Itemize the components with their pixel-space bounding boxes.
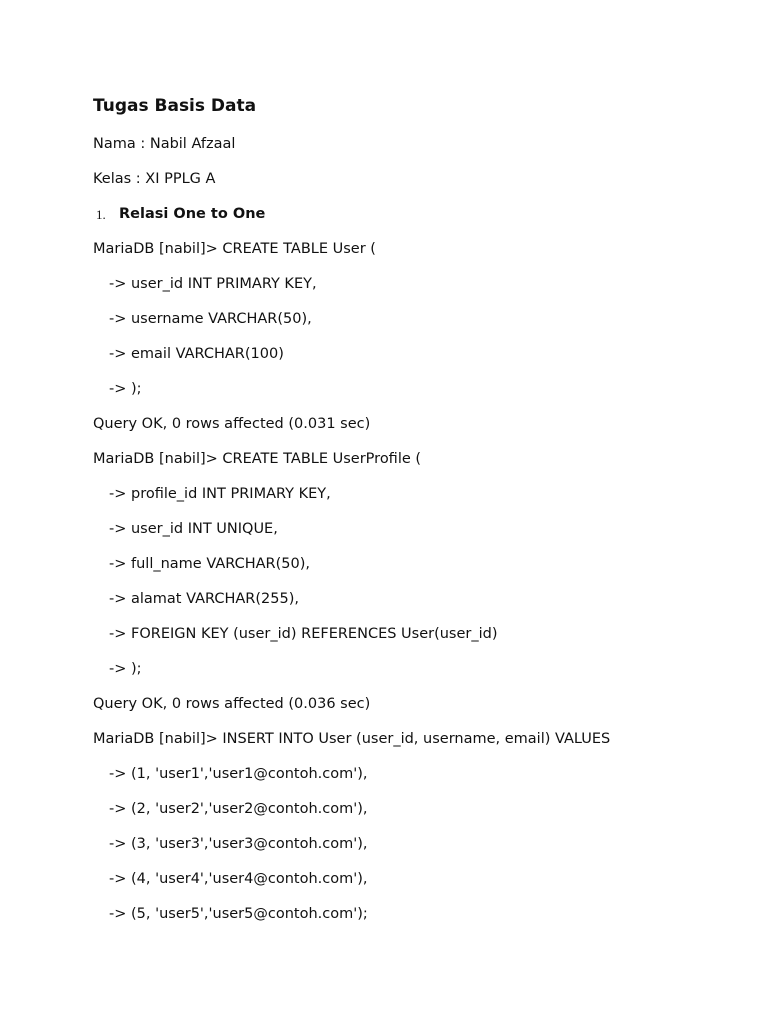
sql-line: -> full_name VARCHAR(50), [109, 556, 310, 572]
sql-line: -> (1, 'user1','user1@contoh.com'), [109, 766, 368, 782]
sql-line: -> FOREIGN KEY (user_id) REFERENCES User(user_id) [109, 626, 498, 642]
sql-line: MariaDB [nabil]> CREATE TABLE UserProfile ( [93, 451, 422, 467]
sql-line: -> (2, 'user2','user2@contoh.com'), [109, 801, 368, 817]
sql-line: -> ); [109, 661, 142, 677]
kelas-line: Kelas : XI PPLG A [93, 171, 216, 187]
document-title: Tugas Basis Data [93, 96, 257, 116]
sql-line: -> ); [109, 381, 142, 397]
sql-line: -> alamat VARCHAR(255), [109, 591, 299, 607]
sql-line: -> (5, 'user5','user5@contoh.com'); [109, 906, 368, 922]
sql-line: -> email VARCHAR(100) [109, 346, 284, 362]
sql-line: -> (3, 'user3','user3@contoh.com'), [109, 836, 368, 852]
sql-line: -> user_id INT UNIQUE, [109, 521, 278, 537]
sql-line: MariaDB [nabil]> INSERT INTO User (user_id, username, email) VALUES [93, 731, 611, 747]
sql-line: -> user_id INT PRIMARY KEY, [109, 276, 317, 292]
sql-line: -> username VARCHAR(50), [109, 311, 312, 327]
nama-line: Nama : Nabil Afzaal [93, 136, 236, 152]
sql-line: -> (4, 'user4','user4@contoh.com'), [109, 871, 368, 887]
section-heading: Relasi One to One [119, 206, 266, 222]
query-result-line: Query OK, 0 rows affected (0.036 sec) [93, 696, 371, 712]
query-result-line: Query OK, 0 rows affected (0.031 sec) [93, 416, 371, 432]
sql-line: MariaDB [nabil]> CREATE TABLE User ( [93, 241, 376, 257]
sql-line: -> profile_id INT PRIMARY KEY, [109, 486, 331, 502]
section-number: 1. [96, 207, 106, 222]
